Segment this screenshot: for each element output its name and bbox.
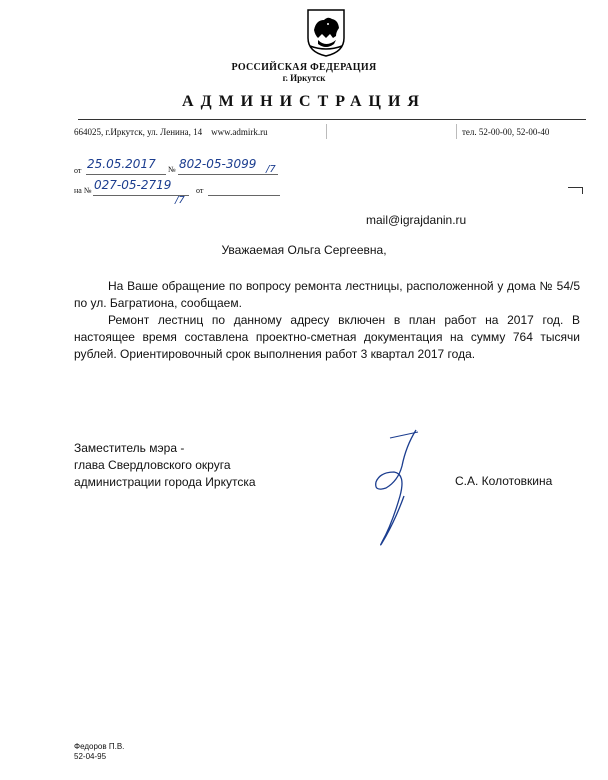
reference-label: на № [74,186,92,195]
signatory-title-line: Заместитель мэра - [74,441,185,455]
letterhead-website: www.admirk.ru [211,127,268,137]
signatory-name: С.А. Колотовкина [455,474,553,488]
letterhead-address: 664025, г.Иркутск, ул. Ленина, 14 [74,127,203,137]
from-label: от [74,166,82,175]
signatory-title-line: администрации города Иркутска [74,475,256,489]
reference-from-label: от [196,186,204,195]
signatory-title [74,440,256,491]
footer [74,742,124,762]
reference-underline [93,195,189,196]
reference-date-underline [208,195,280,196]
recipient-email: mail@igrajdanin.ru [366,213,467,227]
city-coat-of-arms-icon [306,8,346,58]
letterhead-country: РОССИЙСКАЯ ФЕДЕРАЦИЯ [231,62,377,73]
registration-date: 25.05.2017 [87,157,156,171]
addressee-corner-mark [568,187,583,194]
paragraph-2: Ремонт лестниц по данному адресу включен в план работ на 2017 год. В настоящее время составлена проектно-сметная документация на сумму 764 тысячи рублей. Ориентировочный срок выполнения работ 3 квартал 2017 года. [74,313,580,361]
registration-number: 802-05-3099 [179,157,257,171]
letterhead-city: г. Иркутск [282,73,326,83]
registration-number-suffix: /7 [266,164,276,175]
reference-number-suffix: /7 [175,195,185,206]
contact-separator [456,124,457,139]
reference-number: 027-05-2719 [94,178,172,192]
letterhead-phones: тел. 52-00-00, 52-00-40 [462,127,550,137]
paragraph-1: На Ваше обращение по вопросу ремонта лестницы, расположенной у дома № 54/5 по ул. Багратиона, сообщаем. [74,279,580,310]
handwritten-signature [356,426,426,556]
contact-separator [326,124,327,139]
number-underline [178,174,278,175]
signatory-title-line: глава Свердловского округа [74,458,231,472]
letter-body [74,278,580,363]
executor-phone: 52-04-95 [74,752,107,761]
greeting: Уважаемая Ольга Сергеевна, [221,243,387,257]
number-label: № [168,165,176,174]
letterhead-address-line [74,127,268,137]
letterhead-divider [78,119,586,120]
letterhead-organization: АДМИНИСТРАЦИЯ [182,93,426,110]
executor-name: Федоров П.В. [74,742,125,751]
date-underline [86,174,166,175]
